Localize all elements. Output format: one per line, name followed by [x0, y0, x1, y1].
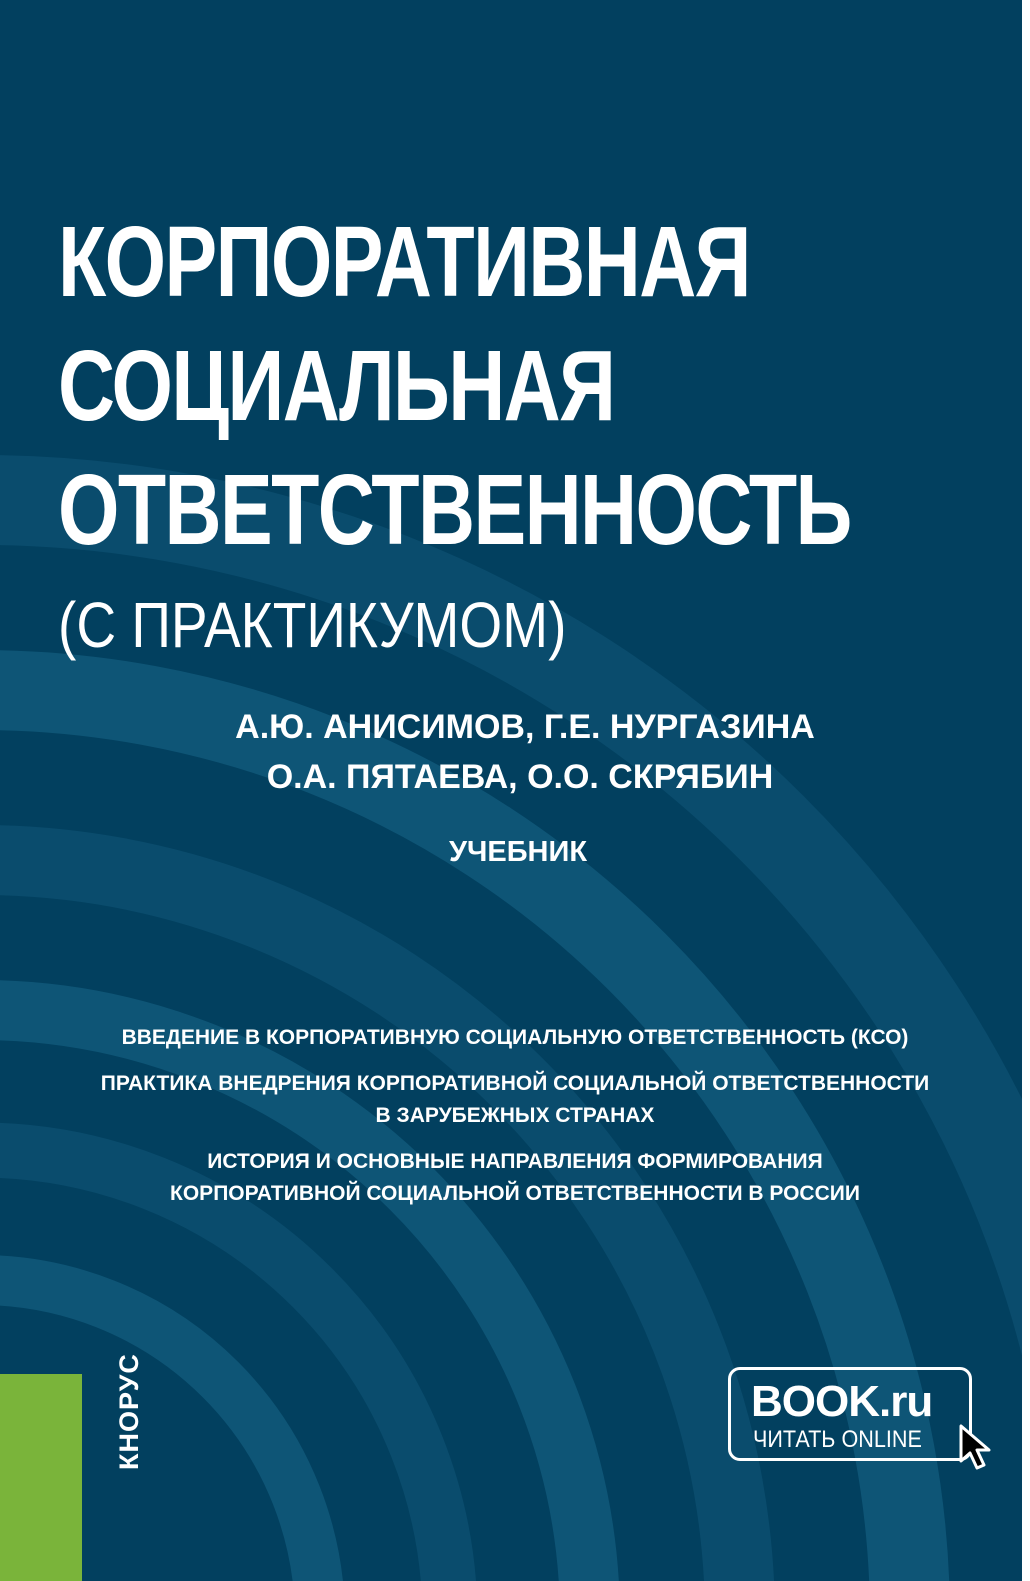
topic-item	[8, 1022, 1022, 1054]
publisher-name: КНОРУС	[114, 1353, 144, 1470]
topics-list	[0, 1022, 1022, 1224]
topic-line: КОРПОРАТИВНОЙ СОЦИАЛЬНОЙ ОТВЕТСТВЕННОСТИ В РОССИИ	[170, 1182, 860, 1205]
topic-line: ПРАКТИКА ВНЕДРЕНИЯ КОРПОРАТИВНОЙ СОЦИАЛЬНОЙ ОТВЕТСТВЕННОСТИ	[100, 1072, 930, 1095]
authors-block	[0, 702, 1022, 802]
title-line: СОЦИАЛЬНАЯ	[58, 330, 615, 442]
topic-item	[8, 1146, 1022, 1210]
title-line: ОТВЕТСТВЕННОСТЬ	[58, 454, 851, 566]
book-title	[58, 200, 851, 572]
authors-line: А.Ю. АНИСИМОВ, Г.Е. НУРГАЗИНА	[235, 708, 815, 746]
bookru-read-online-badge[interactable]	[728, 1367, 972, 1461]
topic-line: ВВЕДЕНИЕ В КОРПОРАТИВНУЮ СОЦИАЛЬНУЮ ОТВЕТСТВЕННОСТЬ (КСО)	[121, 1026, 909, 1049]
topic-line: ИСТОРИЯ И ОСНОВНЫЕ НАПРАВЛЕНИЯ ФОРМИРОВАНИЯ	[207, 1150, 823, 1173]
topic-item	[8, 1068, 1022, 1132]
topic-line: В ЗАРУБЕЖНЫХ СТРАНАХ	[375, 1104, 655, 1127]
title-line: КОРПОРАТИВНАЯ	[58, 206, 750, 318]
mouse-pointer-icon	[958, 1423, 994, 1471]
bookru-logo: BOOK.ru	[751, 1377, 933, 1426]
authors-line: О.А. ПЯТАЕВА, О.О. СКРЯБИН	[266, 758, 774, 796]
publisher-color-bar	[0, 1374, 82, 1581]
bookru-read-online-label: ЧИТАТЬ ONLINE	[753, 1426, 922, 1453]
book-subtitle: (С ПРАКТИКУМОМ)	[58, 589, 567, 661]
book-type-label: УЧЕБНИК	[448, 836, 588, 868]
